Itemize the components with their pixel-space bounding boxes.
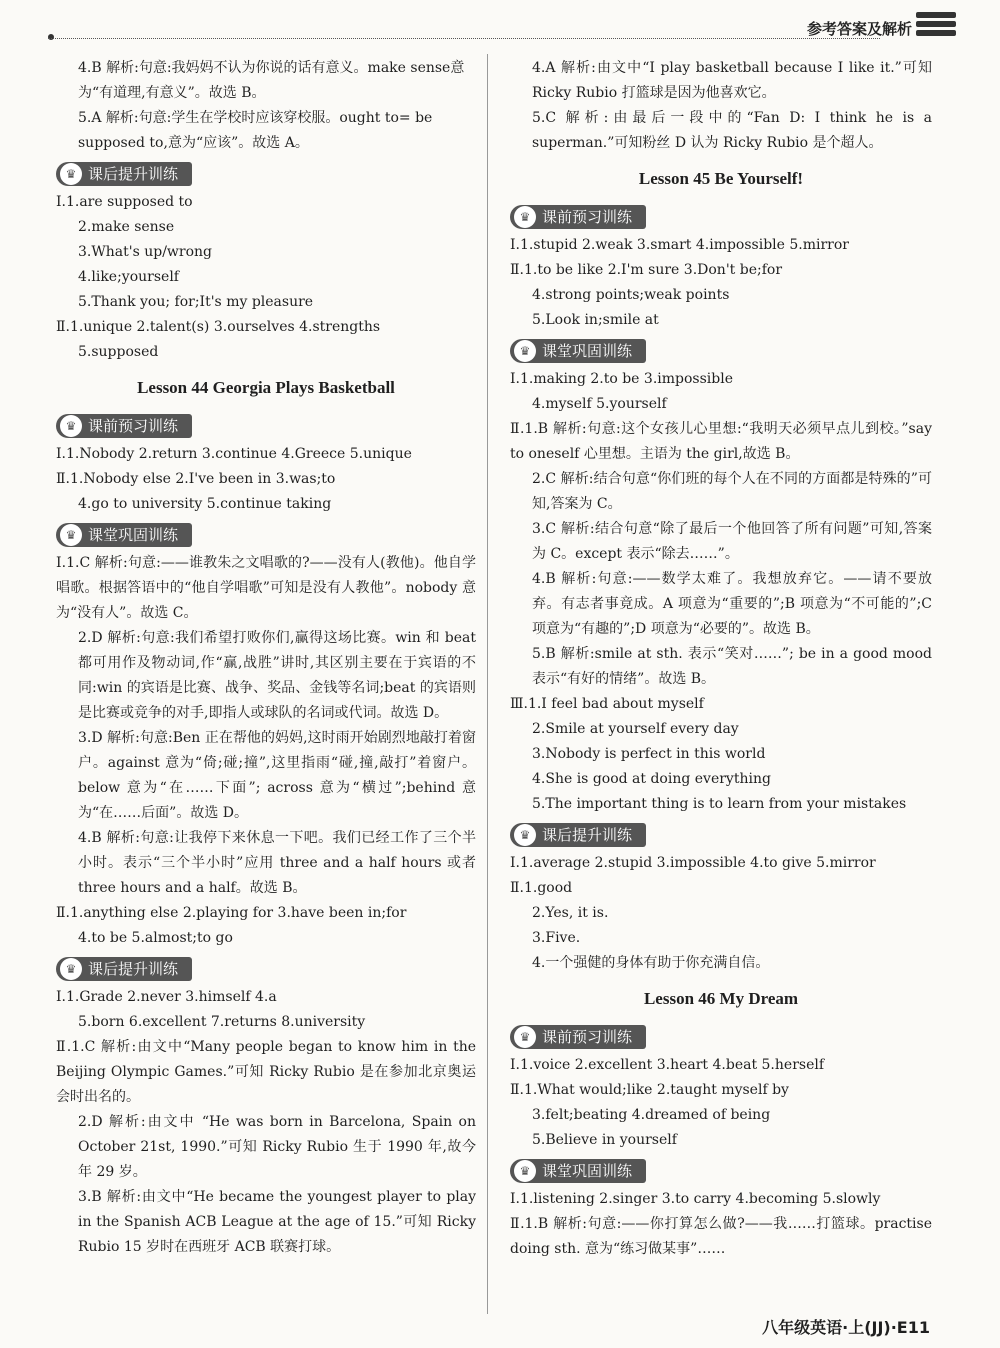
answer-line: Ⅰ.1.are supposed to — [56, 194, 193, 210]
answer-line: 4.strong points;weak points — [532, 287, 730, 303]
item-number: Ⅱ.1.C — [56, 1039, 96, 1055]
crown-icon: ♛ — [514, 824, 536, 846]
answer-line: 3.What's up/wrong — [78, 244, 212, 260]
item-number: Ⅰ.1.C — [56, 555, 91, 571]
answer-line: 4.She is good at doing everything — [532, 771, 771, 787]
header-dot — [48, 34, 54, 40]
answer-item — [56, 1185, 476, 1260]
item-text: 解析:由文中“He became the youngest player to play in the Spanish ACB League at the age of 15.”可知 Ricky Rubio 15 岁时在西班牙 ACB 联赛打球。 — [78, 1189, 477, 1255]
item-text: 解析:句意:——你打算怎么做?——我……打篮球。practise doing sth. 意为“练习做某事”…… — [510, 1216, 933, 1257]
answer-item — [56, 826, 476, 901]
answer-item — [56, 1035, 476, 1110]
answer-line: 5.born 6.excellent 7.returns 8.university — [78, 1014, 366, 1030]
answer-line: 4.一个强健的身体有助于你充满自信。 — [532, 955, 770, 971]
answer-line: Ⅱ.1.good — [510, 880, 573, 896]
item-number: 2.C — [532, 471, 557, 487]
answer-line: 2.make sense — [78, 219, 175, 235]
answer-line: Ⅰ.1.making 2.to be 3.impossible — [510, 371, 733, 387]
left-column — [56, 56, 476, 1260]
answer-line: Ⅲ.1.I feel bad about myself — [510, 696, 704, 712]
answer-line: 3.Five. — [532, 930, 581, 946]
answer-line: Ⅰ.1.Nobody 2.return 3.continue 4.Greece 5.unique — [56, 446, 412, 462]
answer-item — [56, 551, 476, 626]
section-title: 课前预习训练 — [542, 1027, 633, 1046]
answer-line: 5.The important thing is to learn from your mistakes — [532, 796, 907, 812]
item-text: 解析:由文中 “He was born in Barcelona, Spain on October 21st, 1990.”可知 Ricky Rubio 生于 1990 年,故今年 29 岁。 — [78, 1114, 477, 1180]
lesson-title: Lesson 45 Be Yourself! — [638, 169, 804, 188]
answer-line: 4.go to university 5.continue taking — [78, 496, 332, 512]
section-title: 课后提升训练 — [88, 164, 179, 183]
item-number: 4.B — [78, 60, 102, 76]
item-text: 解析:句意:我们希望打败你们,赢得这场比赛。win 和 beat 都可用作及物动词,作“赢,战胜”讲时,其区别主要在于宾语的不同:win 的宾语是比赛、战争、奖品、金钱等名词;beat 的宾语则是比赛或竞争的对手,即指人或球队的名词或代词。故选 D。 — [78, 630, 477, 721]
item-number: 3.D — [78, 730, 103, 746]
item-text: 解析:smile at sth. 表示“笑对……”; be in a good mood 表示“有好的情绪”。故选 B。 — [532, 646, 933, 687]
answer-line: 5.Believe in yourself — [532, 1132, 677, 1148]
item-number: Ⅱ.1.B — [510, 1216, 549, 1232]
answer-line: 4.myself 5.yourself — [532, 396, 667, 412]
answer-item — [56, 726, 476, 826]
item-text: 解析:句意:——谁教朱之文唱歌的?——没有人(教他)。他自学唱歌。根据答语中的“他自学唱歌”可知是没有人教他”。nobody 意为“没有人”。故选 C。 — [56, 555, 476, 621]
answer-item — [510, 106, 932, 156]
item-number: 4.B — [532, 571, 556, 587]
answer-line: 5.supposed — [78, 344, 159, 360]
item-number: 3.B — [78, 1189, 102, 1205]
answer-line: Ⅰ.1.Grade 2.never 3.himself 4.a — [56, 989, 277, 1005]
item-text: 解析:句意:我妈妈不认为你说的话有意义。make sense意为“有道理,有意义”。故选 B。 — [78, 60, 465, 101]
section-header — [510, 1159, 646, 1183]
answer-item — [510, 1212, 932, 1262]
answer-line: 4.like;yourself — [78, 269, 179, 285]
answer-line: Ⅱ.1.unique 2.talent(s) 3.ourselves 4.strengths — [56, 319, 381, 335]
section-header — [510, 339, 646, 363]
item-text: 解析:句意:——数学太难了。我想放弃它。——请不要放弃。有志者事竟成。A 项意为“重要的”;B 项意为“不可能的”;C 项意为“有趣的”;D 项意为“必要的”。故选 B。 — [532, 571, 933, 637]
section-title: 课前预习训练 — [88, 416, 179, 435]
right-column — [510, 56, 932, 1262]
crown-icon: ♛ — [60, 415, 82, 437]
crown-icon: ♛ — [514, 206, 536, 228]
answer-item — [56, 1110, 476, 1185]
section-header — [510, 205, 646, 229]
section-title: 课堂巩固训练 — [542, 1161, 633, 1180]
answer-line: Ⅰ.1.voice 2.excellent 3.heart 4.beat 5.herself — [510, 1057, 825, 1073]
item-number: Ⅱ.1.B — [510, 421, 549, 437]
item-number: 2.D — [78, 630, 103, 646]
lesson-title: Lesson 46 My Dream — [643, 989, 799, 1008]
answer-line: 2.Yes, it is. — [532, 905, 609, 921]
item-number: 2.D — [78, 1114, 103, 1130]
answer-line: Ⅱ.1.Nobody else 2.I've been in 3.was;to — [56, 471, 336, 487]
section-title: 课后提升训练 — [542, 825, 633, 844]
section-header — [510, 823, 646, 847]
item-number: 5.C — [532, 110, 557, 126]
books-icon — [916, 12, 956, 48]
item-text: 解析:句意:这个女孩儿心里想:“我明天必须早点儿到校。”say to oneself 心里想。主语为 the girl,故选 B。 — [510, 421, 932, 462]
answer-line: Ⅱ.1.What would;like 2.taught myself by — [510, 1082, 789, 1098]
lesson-title: Lesson 44 Georgia Plays Basketball — [137, 378, 395, 397]
answer-item — [510, 417, 932, 467]
item-text: 解析:句意:Ben 正在帮他的妈妈,这时雨开始剧烈地敲打着窗户。against 意为“倚;碰;撞”,这里指雨“碰,撞,敲打”着窗户。below 意为“在……下面”; across 意为“横过”;behind 意为“在……后面”。故选 D。 — [78, 730, 476, 821]
column-divider — [487, 54, 488, 1314]
section-header — [56, 414, 192, 438]
answer-line: Ⅱ.1.anything else 2.playing for 3.have been in;for — [56, 905, 407, 921]
answer-line: 4.to be 5.almost;to go — [78, 930, 233, 946]
answer-item — [510, 517, 932, 567]
answer-item — [56, 56, 476, 106]
answer-line: Ⅰ.1.stupid 2.weak 3.smart 4.impossible 5.mirror — [510, 237, 849, 253]
header-rule — [48, 38, 880, 39]
section-title: 课后提升训练 — [88, 959, 179, 978]
section-header — [56, 957, 192, 981]
item-text: 解析:句意:学生在学校时应该穿校服。ought to= be supposed to,意为“应该”。故选 A。 — [78, 110, 433, 151]
crown-icon: ♛ — [60, 958, 82, 980]
item-number: 5.A — [78, 110, 102, 126]
item-text: 解析:由最后一段中的“Fan D: I think he is a superman.”可知粉丝 D 认为 Ricky Rubio 是个超人。 — [532, 110, 933, 151]
item-text: 解析:结合句意“除了最后一个他回答了所有问题”可知,答案为 C。except 表示“除去……”。 — [532, 521, 933, 562]
item-number: 5.B — [532, 646, 556, 662]
section-title: 课堂巩固训练 — [88, 525, 179, 544]
crown-icon: ♛ — [514, 1160, 536, 1182]
answer-line: 5.Look in;smile at — [532, 312, 659, 328]
answer-line: Ⅱ.1.to be like 2.I'm sure 3.Don't be;for — [510, 262, 783, 278]
item-number: 4.B — [78, 830, 102, 846]
answer-item — [510, 56, 932, 106]
answer-item — [510, 642, 932, 692]
answer-line: Ⅰ.1.average 2.stupid 3.impossible 4.to give 5.mirror — [510, 855, 876, 871]
item-text: 解析:结合句意“你们班的每个人在不同的方面都是特殊的”可知,答案为 C。 — [532, 471, 933, 512]
section-title: 课堂巩固训练 — [542, 341, 633, 360]
answer-line: 3.Nobody is perfect in this world — [532, 746, 766, 762]
answer-item — [510, 467, 932, 517]
section-header — [56, 523, 192, 547]
page-footer: 八年级英语·上(JJ)·E11 — [762, 1318, 930, 1337]
header-title: 参考答案及解析 — [806, 20, 912, 38]
answer-line: 3.felt;beating 4.dreamed of being — [532, 1107, 771, 1123]
page-header — [48, 8, 960, 48]
answer-line: 2.Smile at yourself every day — [532, 721, 739, 737]
section-header — [56, 162, 192, 186]
answer-line: 5.Thank you; for;It's my pleasure — [78, 294, 314, 310]
section-header — [510, 1025, 646, 1049]
answer-item — [56, 626, 476, 726]
answer-line: Ⅰ.1.listening 2.singer 3.to carry 4.becoming 5.slowly — [510, 1191, 881, 1207]
crown-icon: ♛ — [514, 340, 536, 362]
crown-icon: ♛ — [60, 524, 82, 546]
section-title: 课前预习训练 — [542, 207, 633, 226]
crown-icon: ♛ — [514, 1026, 536, 1048]
item-number: 4.A — [532, 60, 556, 76]
item-text: 解析:句意:让我停下来休息一下吧。我们已经工作了三个半小时。表示“三个半小时”应用 three and a half hours 或者 three hours and a half。故选 B。 — [78, 830, 476, 896]
crown-icon: ♛ — [60, 163, 82, 185]
item-text: 解析:由文中“I play basketball because I like it.”可知 Ricky Rubio 打篮球是因为他喜欢它。 — [532, 60, 933, 101]
item-number: 3.C — [532, 521, 557, 537]
item-text: 解析:由文中“Many people began to know him in the Beijing Olympic Games.”可知 Ricky Rubio 是在参加北京奥运会时出名的。 — [56, 1039, 476, 1105]
answer-item — [510, 567, 932, 642]
answer-item — [56, 106, 476, 156]
